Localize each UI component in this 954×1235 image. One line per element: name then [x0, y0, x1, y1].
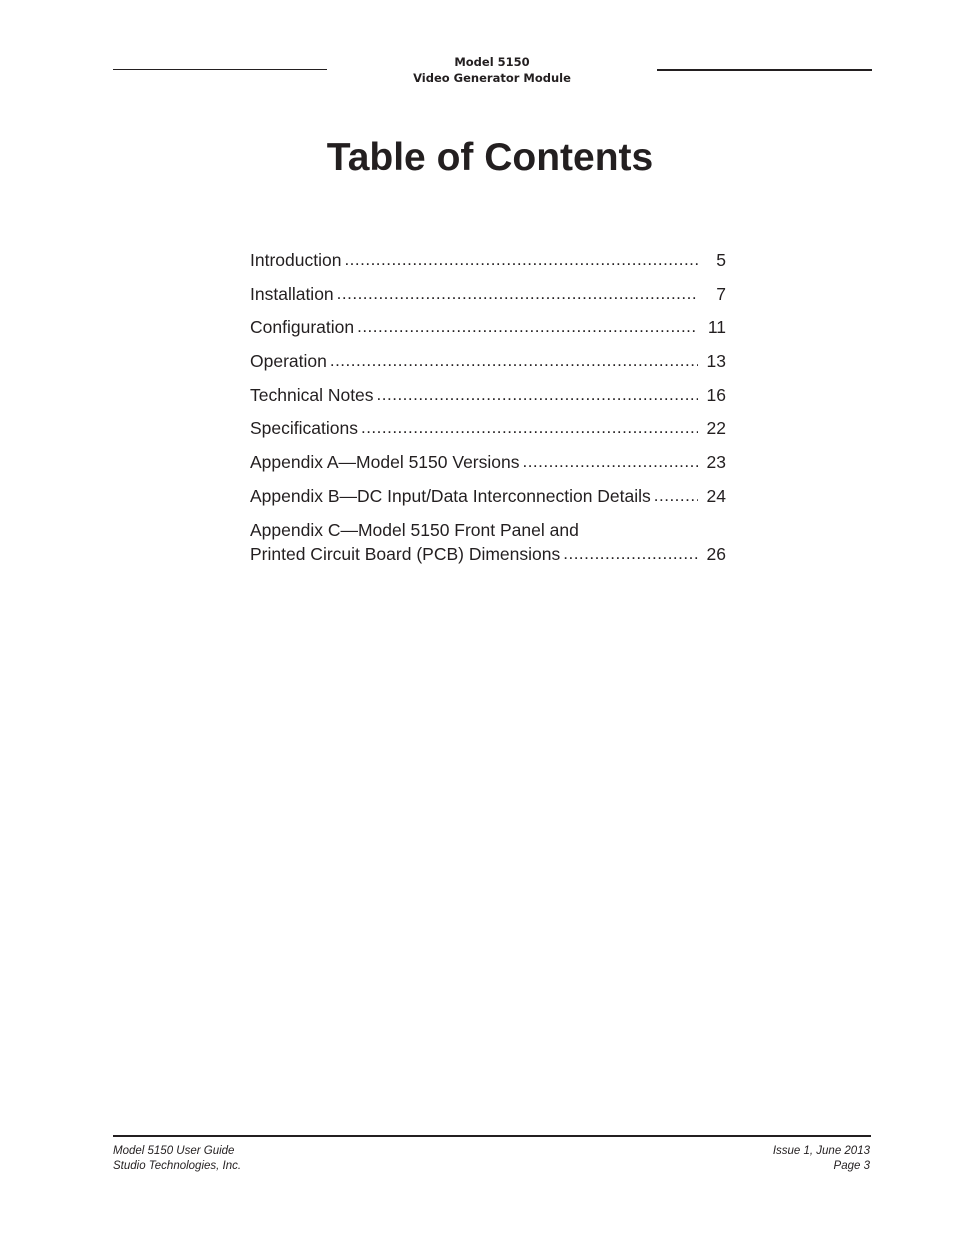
toc-entry-operation[interactable] [250, 349, 726, 373]
toc-entry-title: Appendix B—DC Input/Data Interconnection Details [250, 485, 651, 506]
footer-page-number: Page 3 [833, 1160, 870, 1172]
toc-entry-title-line1: Appendix C—Model 5150 Front Panel and [250, 519, 579, 540]
toc-leader-dots [358, 416, 698, 440]
footer-guide-title: Model 5150 User Guide [113, 1145, 235, 1157]
toc-entry-title: Specifications [250, 418, 358, 439]
running-header [327, 54, 657, 86]
toc-entry-title: Installation [250, 283, 334, 304]
page-title: Table of Contents [326, 136, 654, 179]
footer-rule [113, 1135, 871, 1137]
toc-entry-appendix-b[interactable] [250, 484, 726, 508]
toc-leader-dots [354, 315, 698, 339]
toc-entry-technical-notes[interactable] [250, 383, 726, 407]
toc-entry-page: 5 [716, 250, 726, 270]
toc-leader-dots [651, 484, 698, 508]
toc-leader-dots [374, 383, 698, 407]
toc-entry-title: Configuration [250, 317, 355, 338]
toc-entry-page: 16 [706, 384, 726, 405]
toc-entry-title: Appendix A—Model 5150 Versions [250, 452, 520, 473]
toc-entry-page: 26 [706, 543, 726, 564]
toc-entry-page: 24 [706, 485, 726, 506]
table-of-contents [250, 248, 726, 575]
footer-issue: Issue 1, June 2013 [772, 1145, 870, 1157]
toc-leader-dots [341, 248, 698, 272]
header-rule-right [657, 69, 872, 71]
toc-entry-configuration[interactable] [250, 315, 726, 339]
toc-entry-page: 23 [706, 452, 726, 473]
header-model: Model 5150 [454, 55, 530, 69]
toc-entry-page: 7 [716, 283, 726, 304]
toc-entry-specifications[interactable] [250, 416, 726, 440]
footer-right [671, 1144, 870, 1174]
toc-entry-appendix-a[interactable] [250, 450, 726, 474]
toc-entry-installation[interactable] [250, 282, 726, 306]
toc-entry-appendix-c[interactable] [250, 518, 726, 566]
toc-leader-dots [560, 542, 698, 566]
toc-leader-dots [327, 349, 698, 373]
toc-entry-title: Technical Notes [250, 384, 374, 405]
header-rule-left [113, 69, 327, 70]
toc-entry-page: 11 [707, 317, 726, 338]
toc-leader-dots [519, 450, 698, 474]
toc-leader-dots [334, 282, 698, 306]
toc-entry-title: Operation [250, 351, 327, 372]
toc-entry-introduction[interactable] [250, 248, 726, 272]
footer-left [113, 1144, 241, 1174]
toc-entry-page: 13 [706, 351, 726, 372]
toc-entry-title-line2: Printed Circuit Board (PCB) Dimensions [250, 543, 561, 564]
footer-company: Studio Technologies, Inc. [113, 1160, 242, 1172]
toc-entry-title: Introduction [250, 250, 342, 270]
toc-entry-page: 22 [706, 418, 726, 439]
header-product: Video Generator Module [413, 71, 571, 85]
